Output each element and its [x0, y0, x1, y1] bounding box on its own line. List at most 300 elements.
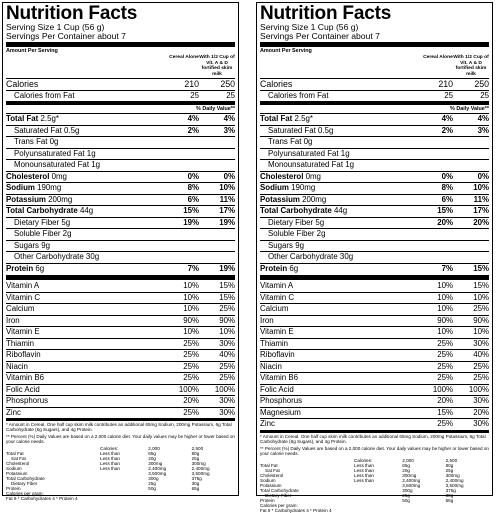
- nutrient-label: [6, 137, 169, 148]
- nutrient-label: [260, 241, 423, 252]
- vitamin-dv-milk: 10%: [219, 327, 235, 337]
- vitamin-dv-cereal: 10%: [437, 281, 453, 291]
- nutrient-label: [6, 195, 169, 206]
- vitamin-name: Vitamin A: [6, 281, 40, 291]
- nutrient-label: [6, 183, 169, 194]
- nutrient-label: [6, 206, 169, 217]
- vitamin-name: Iron: [260, 315, 274, 325]
- row-label: Calories: [260, 79, 293, 90]
- nutrient-dv-milk: 4%: [477, 114, 489, 124]
- vitamin-row: [6, 384, 235, 396]
- table-head-cell: 2,000: [148, 446, 160, 452]
- vitamin-name: Phosphorus: [6, 396, 49, 406]
- nutrient-dv-cereal: 0%: [187, 171, 199, 181]
- vitamin-dv-milk: 25%: [473, 304, 489, 314]
- row-value-milk: 25: [480, 90, 489, 100]
- nutrient-dv-cereal: 8%: [441, 183, 453, 193]
- table-head-cell: Calories:: [354, 457, 373, 463]
- daily-value-table: [260, 458, 489, 503]
- nutrient-row: [260, 240, 489, 252]
- vitamin-dv-milk: 10%: [473, 327, 489, 337]
- nutrient-amount: 6g: [33, 263, 45, 273]
- column-header: [6, 54, 235, 78]
- table-cell: Sat Fat: [265, 467, 280, 473]
- nutrient-label: [6, 229, 169, 240]
- nutrient-name: Sodium: [6, 183, 35, 193]
- nutrient-amount: Other Carbohydrate 30g: [14, 252, 100, 262]
- vitamin-dv-milk: 30%: [473, 338, 489, 348]
- vitamin-dv-cereal: 10%: [183, 292, 199, 302]
- nutrient-name: Cholesterol: [6, 171, 50, 181]
- table-cell: 300mg: [402, 472, 417, 478]
- vitamin-dv-milk: 40%: [473, 350, 489, 360]
- table-head-cell: 2,000: [402, 457, 414, 463]
- nutrient-row: [260, 159, 489, 171]
- table-cell: 3,500mg: [148, 471, 167, 477]
- vitamin-row: [260, 407, 489, 419]
- row-value-cereal: 25: [190, 90, 199, 100]
- vitamin-dv-milk: 15%: [219, 292, 235, 302]
- nutrient-label: [260, 206, 423, 217]
- vitamin-dv-milk: 25%: [219, 304, 235, 314]
- panel-title: Nutrition Facts: [260, 3, 392, 24]
- nutrient-row: [6, 251, 235, 263]
- nutrient-label: [6, 241, 169, 252]
- table-cell: Less than: [354, 477, 374, 483]
- nutrient-label: [6, 252, 169, 263]
- nutrient-label: [6, 149, 169, 160]
- nutrient-dv-milk: 19%: [219, 217, 235, 227]
- vitamin-dv-cereal: 90%: [437, 315, 453, 325]
- amount-per-serving: Amount Per Serving: [6, 48, 58, 55]
- nutrient-row: [260, 125, 489, 137]
- nutrient-dv-milk: 17%: [219, 206, 235, 216]
- vitamin-name: Calcium: [6, 304, 35, 314]
- table-cell: 300g: [148, 476, 159, 482]
- table-cell: 25g: [445, 467, 454, 473]
- table-head-cell: 2,500: [445, 457, 458, 463]
- vitamin-dv-cereal: 100%: [178, 384, 199, 394]
- table-cell: 80g: [445, 462, 454, 468]
- vitamin-dv-cereal: 25%: [183, 373, 199, 383]
- nutrient-row: [6, 136, 235, 148]
- table-cell: 25g: [402, 492, 410, 498]
- vitamin-row: [260, 384, 489, 396]
- nutrient-row: [260, 263, 489, 275]
- vitamin-row: [260, 372, 489, 384]
- calories-per-gram-values: Fat 9 * Carbohydrates 4 * Protein 4: [260, 507, 332, 513]
- table-cell: 65g: [402, 462, 410, 468]
- vitamin-name: Vitamin C: [6, 292, 41, 302]
- vitamin-row: [6, 395, 235, 407]
- column-header: [260, 54, 489, 78]
- vitamin-dv-cereal: 15%: [437, 407, 453, 417]
- vitamin-dv-milk: 100%: [468, 384, 489, 394]
- vitamin-dv-cereal: 90%: [183, 315, 199, 325]
- vitamin-dv-milk: 25%: [473, 361, 489, 371]
- table-cell: 3,500mg: [445, 482, 464, 488]
- nutrient-row: [260, 171, 489, 183]
- serving-size: Serving Size 1 Cup (56 g): [6, 22, 105, 32]
- nutrient-dv-cereal: 2%: [187, 125, 199, 135]
- nutrient-amount: 190mg: [34, 183, 62, 193]
- nutrient-row: [260, 251, 489, 263]
- vitamin-dv-milk: 15%: [219, 281, 235, 291]
- footnote-amount: * Amount in Cereal. One half cup skim milk contributes an additional 65mg Sodium, 200mg Potassium, 6g Total Carbohydrate (6g Sugars), and 4g Protein.: [260, 433, 486, 444]
- table-cell: Less than: [100, 461, 120, 467]
- nutrient-dv-milk: 4%: [223, 114, 235, 124]
- nutrient-row: [6, 113, 235, 125]
- vitamin-name: Niacin: [6, 361, 28, 371]
- vitamin-dv-milk: 30%: [219, 338, 235, 348]
- vitamin-dv-milk: 40%: [219, 350, 235, 360]
- vitamin-dv-milk: 30%: [473, 396, 489, 406]
- calories-row: [260, 78, 489, 90]
- nutrient-dv-cereal: 4%: [441, 114, 453, 124]
- nutrient-dv-milk: 10%: [219, 183, 235, 193]
- vitamin-dv-cereal: 25%: [437, 350, 453, 360]
- nutrient-amount: 44g: [331, 206, 348, 216]
- vitamin-name: Riboflavin: [260, 350, 295, 360]
- vitamin-dv-cereal: 10%: [437, 304, 453, 314]
- table-cell: Less than: [354, 467, 374, 473]
- calories-from-fat-row: [260, 90, 489, 102]
- row-label: Calories from Fat: [268, 90, 329, 100]
- table-cell: Less than: [100, 456, 120, 462]
- vitamin-row: [260, 292, 489, 304]
- nutrient-amount: Soluble Fiber 2g: [14, 229, 72, 239]
- row-label: Calories from Fat: [14, 90, 75, 100]
- vitamin-row: [6, 407, 235, 419]
- nutrient-dv-milk: 3%: [223, 125, 235, 135]
- table-cell: 300mg: [148, 461, 163, 467]
- vitamin-name: Calcium: [260, 304, 289, 314]
- nutrition-panel-left: [2, 2, 239, 502]
- nutrient-row: [6, 240, 235, 252]
- nutrient-amount: 2.5g*: [292, 114, 313, 124]
- vitamin-dv-cereal: 10%: [437, 327, 453, 337]
- table-cell: Dietary Fiber: [11, 481, 38, 487]
- table-cell: Less than: [100, 451, 120, 457]
- daily-value-header: % Daily Value**: [260, 104, 489, 113]
- vitamin-dv-milk: 10%: [473, 292, 489, 302]
- nutrient-label: [260, 218, 423, 229]
- nutrient-row: [6, 228, 235, 240]
- nutrient-label: [260, 252, 423, 263]
- vitamin-name: Thiamin: [6, 338, 35, 348]
- nutrient-amount: Trans Fat 0g: [14, 137, 59, 147]
- nutrient-name: Protein: [260, 263, 288, 273]
- calories-from-fat-row: [6, 90, 235, 102]
- nutrient-amount: 190mg: [288, 183, 316, 193]
- vitamin-dv-cereal: 25%: [437, 373, 453, 383]
- nutrient-dv-cereal: 0%: [441, 171, 453, 181]
- nutrient-row: [260, 228, 489, 240]
- vitamin-row: [260, 361, 489, 373]
- divider-thick: [260, 275, 489, 280]
- divider-thick: [6, 42, 235, 47]
- nutrient-amount: Sugars 9g: [14, 240, 50, 250]
- vitamin-dv-milk: 30%: [219, 396, 235, 406]
- vitamin-row: [260, 395, 489, 407]
- vitamin-row: [260, 315, 489, 327]
- nutrient-label: [260, 172, 423, 183]
- table-cell: 375g: [445, 487, 456, 493]
- nutrient-dv-cereal: 20%: [437, 217, 453, 227]
- calories-row: [6, 78, 235, 90]
- nutrition-panel-right: [256, 2, 493, 513]
- nutrient-dv-milk: 3%: [477, 125, 489, 135]
- vitamin-name: Magnesium: [260, 407, 301, 417]
- nutrient-row: [6, 159, 235, 171]
- nutrient-name: Protein: [6, 263, 34, 273]
- nutrient-label: [260, 149, 423, 160]
- table-cell: Total Fat: [6, 451, 24, 457]
- nutrient-amount: 200mg: [45, 194, 73, 204]
- vitamin-dv-cereal: 25%: [183, 350, 199, 360]
- nutrient-dv-cereal: 7%: [441, 263, 453, 273]
- vitamin-row: [6, 292, 235, 304]
- table-cell: Dietary Fiber: [265, 492, 292, 498]
- nutrient-amount: 0mg: [303, 171, 321, 181]
- footnote-daily-values: ** Percent (%) Daily Values are based on a 2,000 calorie diet. Your daily values may be higher or lower based on your calorie needs.: [260, 445, 489, 456]
- vitamin-dv-milk: 30%: [473, 419, 489, 429]
- vitamin-dv-milk: 100%: [214, 384, 235, 394]
- table-cell: 300mg: [445, 472, 460, 478]
- vitamin-dv-milk: 20%: [473, 407, 489, 417]
- table-cell: Less than: [354, 472, 374, 478]
- nutrient-label: [6, 218, 169, 229]
- vitamin-name: Thiamin: [260, 338, 289, 348]
- vitamin-row: [260, 281, 489, 292]
- row-value-milk: 250: [474, 79, 489, 90]
- nutrient-label: [6, 160, 169, 171]
- nutrient-label: [260, 160, 423, 171]
- nutrient-label: [260, 137, 423, 148]
- table-cell: Potassium: [6, 471, 28, 477]
- nutrient-label: [6, 264, 169, 275]
- nutrient-amount: Polyunsaturated Fat 1g: [268, 148, 350, 158]
- nutrient-label: [260, 183, 423, 194]
- table-cell: 2,400mg: [148, 466, 167, 472]
- divider-thick: [6, 275, 235, 280]
- table-cell: 50g: [148, 486, 156, 492]
- vitamin-dv-milk: 90%: [473, 315, 489, 325]
- vitamin-dv-cereal: 10%: [437, 292, 453, 302]
- table-cell: Total Fat: [260, 462, 278, 468]
- vitamin-dv-cereal: 10%: [183, 304, 199, 314]
- nutrient-name: Sodium: [260, 183, 289, 193]
- nutrient-name: Total Carbohydrate: [6, 206, 78, 216]
- vitamin-name: Vitamin A: [260, 281, 294, 291]
- nutrient-row: [260, 148, 489, 160]
- vitamin-dv-milk: 90%: [219, 315, 235, 325]
- nutrient-label: [6, 172, 169, 183]
- nutrient-dv-cereal: 4%: [187, 114, 199, 124]
- nutrient-name: Potassium: [260, 194, 300, 204]
- column-header-milk: With 1/2 Cup of Vit. A & D fortified skim milk: [453, 55, 489, 77]
- vitamin-row: [6, 315, 235, 327]
- nutrient-dv-milk: 15%: [473, 263, 489, 273]
- nutrient-amount: Polyunsaturated Fat 1g: [14, 148, 96, 158]
- vitamin-dv-milk: 25%: [219, 373, 235, 383]
- column-header-cereal: Cereal Alone: [423, 55, 453, 61]
- spacer: [6, 55, 169, 77]
- table-cell: Less than: [100, 466, 120, 472]
- vitamin-name: Folic Acid: [260, 384, 294, 394]
- nutrient-dv-milk: 0%: [477, 171, 489, 181]
- table-cell: 2,400mg: [191, 466, 210, 472]
- table-cell: Sodium: [260, 477, 276, 483]
- table-cell: Sodium: [6, 466, 22, 472]
- vitamin-dv-cereal: 10%: [183, 327, 199, 337]
- nutrient-row: [6, 217, 235, 229]
- nutrient-label: [260, 195, 423, 206]
- table-cell: Protein: [260, 497, 275, 503]
- table-cell: 20g: [148, 456, 156, 462]
- daily-value-header: % Daily Value**: [6, 104, 235, 113]
- servings-per-container: Servings Per Container about 7: [260, 31, 380, 42]
- vitamin-dv-milk: 25%: [219, 361, 235, 371]
- vitamin-name: Vitamin B6: [6, 373, 45, 383]
- nutrient-amount: Dietary Fiber 5g: [14, 217, 71, 227]
- table-cell: 300mg: [191, 461, 206, 467]
- vitamin-dv-cereal: 20%: [183, 396, 199, 406]
- vitamin-row: [260, 418, 489, 430]
- vitamin-name: Niacin: [260, 361, 282, 371]
- table-cell: 25g: [148, 481, 156, 487]
- nutrient-dv-milk: 17%: [473, 206, 489, 216]
- vitamin-name: Vitamin C: [260, 292, 295, 302]
- nutrient-amount: Soluble Fiber 2g: [268, 229, 326, 239]
- vitamin-name: Iron: [6, 315, 20, 325]
- calories-per-gram-label: Calories per gram:: [6, 491, 44, 497]
- table-cell: Cholesterol: [260, 472, 284, 478]
- row-value-cereal: 210: [438, 79, 453, 90]
- divider-mid: [260, 430, 489, 433]
- nutrient-row: [6, 194, 235, 206]
- nutrient-name: Total Carbohydrate: [260, 206, 332, 216]
- vitamin-dv-cereal: 25%: [437, 361, 453, 371]
- vitamin-dv-cereal: 25%: [437, 338, 453, 348]
- vitamin-dv-cereal: 100%: [432, 384, 453, 394]
- row-value-cereal: 25: [444, 90, 453, 100]
- nutrient-dv-cereal: 19%: [183, 217, 199, 227]
- nutrient-amount: Monounsaturated Fat 1g: [14, 160, 100, 170]
- table-cell: Total Carbohydrate: [6, 476, 45, 482]
- vitamin-dv-milk: 25%: [473, 373, 489, 383]
- table-cell: 20g: [402, 467, 410, 473]
- table-cell: 25g: [191, 456, 200, 462]
- vitamin-row: [6, 281, 235, 292]
- nutrient-row: [6, 125, 235, 137]
- vitamin-name: Phosphorus: [260, 396, 303, 406]
- nutrient-label: [260, 126, 423, 137]
- table-cell: Cholesterol: [6, 461, 30, 467]
- table-cell: 3,500mg: [191, 471, 210, 477]
- table-cell: 2,400mg: [445, 477, 464, 483]
- footnote-amount: * Amount in Cereal. One half cup skim milk contributes an additional 65mg Sodium, 200mg Potassium, 6g Total Carbohydrate (6g Sugars), and 4g Protein.: [6, 422, 232, 433]
- vitamin-dv-cereal: 10%: [183, 281, 199, 291]
- calories-per-gram-values: Fat 9 * Carbohydrates 4 * Protein 4: [6, 496, 78, 502]
- nutrient-dv-cereal: 15%: [437, 206, 453, 216]
- nutrient-amount: Saturated Fat 0.5g: [14, 125, 80, 135]
- table-cell: 2,400mg: [402, 477, 421, 483]
- divider-thick: [260, 42, 489, 47]
- calories-per-gram-label: Calories per gram:: [260, 502, 298, 508]
- vitamin-row: [6, 372, 235, 384]
- nutrient-row: [6, 148, 235, 160]
- nutrient-dv-cereal: 15%: [183, 206, 199, 216]
- amount-per-serving: Amount Per Serving: [260, 48, 312, 55]
- nutrient-row: [260, 182, 489, 194]
- nutrient-row: [260, 113, 489, 125]
- nutrient-label: [260, 264, 423, 275]
- row-value-milk: 250: [220, 79, 235, 90]
- servings-per-container: Servings Per Container about 7: [6, 31, 126, 42]
- nutrient-row: [260, 194, 489, 206]
- nutrient-row: [6, 263, 235, 275]
- nutrient-amount: 200mg: [299, 194, 327, 204]
- nutrient-dv-cereal: 8%: [187, 183, 199, 193]
- spacer: [260, 55, 423, 77]
- nutrient-dv-milk: 20%: [473, 217, 489, 227]
- divider-mid: [6, 418, 235, 421]
- table-cell: 3,500mg: [402, 482, 421, 488]
- vitamin-dv-milk: 15%: [473, 281, 489, 291]
- table-cell: 65g: [191, 486, 200, 492]
- nutrient-amount: Other Carbohydrate 30g: [268, 252, 354, 262]
- vitamin-row: [260, 349, 489, 361]
- vitamin-row: [6, 303, 235, 315]
- nutrient-dv-cereal: 6%: [441, 194, 453, 204]
- nutrient-row: [6, 171, 235, 183]
- vitamin-row: [6, 326, 235, 338]
- table-cell: 30g: [445, 492, 454, 498]
- table-cell: Total Carbohydrate: [260, 487, 299, 493]
- nutrient-amount: 2.5g*: [38, 114, 59, 124]
- vitamin-name: Vitamin E: [260, 327, 294, 337]
- nutrient-dv-cereal: 2%: [441, 125, 453, 135]
- vitamin-name: Folic Acid: [6, 384, 40, 394]
- nutrient-amount: Trans Fat 0g: [268, 137, 313, 147]
- nutrient-name: Cholesterol: [260, 171, 304, 181]
- nutrient-row: [6, 205, 235, 217]
- nutrient-name: Potassium: [6, 194, 46, 204]
- nutrient-label: [6, 126, 169, 137]
- vitamin-dv-cereal: 25%: [183, 338, 199, 348]
- nutrient-dv-milk: 10%: [473, 183, 489, 193]
- row-label: Calories: [6, 79, 39, 90]
- serving-size: Serving Size 1 Cup (56 g): [260, 22, 359, 32]
- table-cell: 65g: [148, 451, 156, 457]
- nutrient-dv-milk: 0%: [223, 171, 235, 181]
- nutrient-amount: Sugars 9g: [268, 240, 304, 250]
- footnote-daily-values: ** Percent (%) Daily Values are based on a 2,000 calorie diet. Your daily values may be higher or lower based on your calorie needs.: [6, 434, 235, 445]
- table-cell: 375g: [191, 476, 202, 482]
- table-cell: 30g: [191, 481, 200, 487]
- table-cell: Protein: [6, 486, 21, 492]
- table-cell: 80g: [191, 451, 200, 457]
- row-value-milk: 25: [226, 90, 235, 100]
- nutrient-row: [260, 136, 489, 148]
- nutrient-amount: 0mg: [49, 171, 67, 181]
- nutrient-label: [260, 229, 423, 240]
- table-cell: Potassium: [260, 482, 282, 488]
- row-value-cereal: 210: [184, 79, 199, 90]
- vitamin-dv-cereal: 25%: [183, 407, 199, 417]
- vitamin-row: [6, 349, 235, 361]
